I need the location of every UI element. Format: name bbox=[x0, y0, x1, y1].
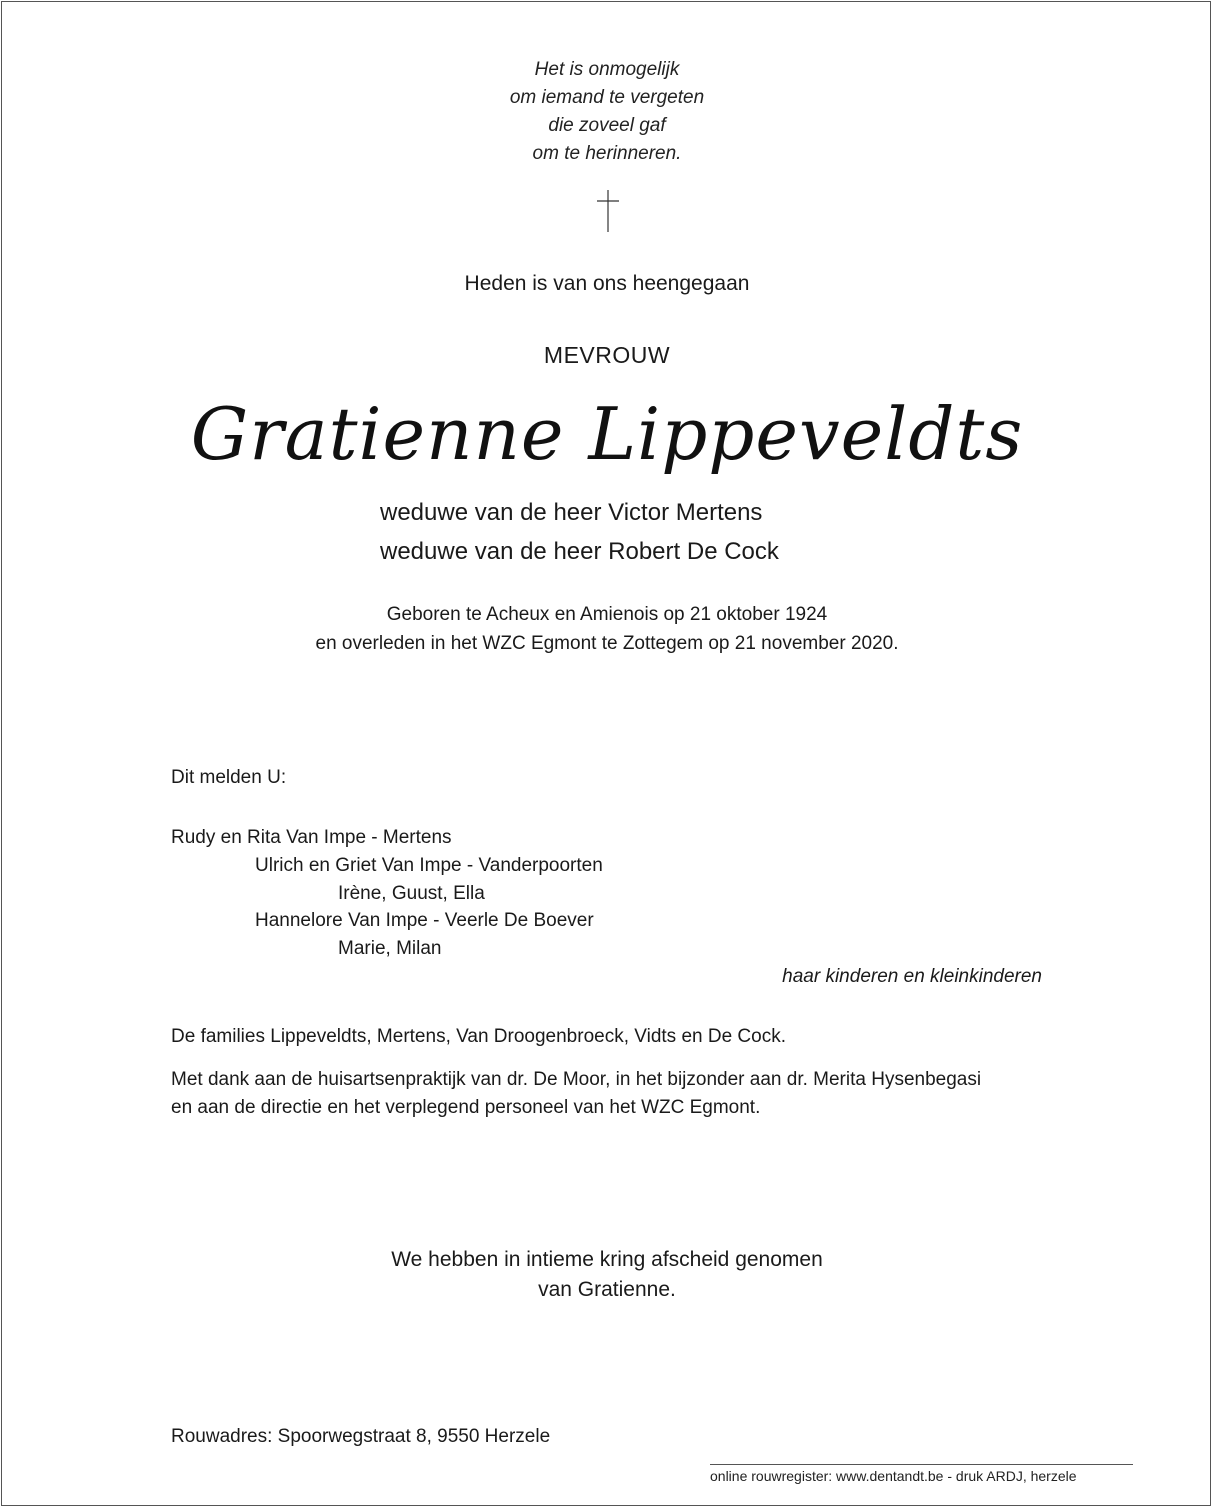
birth-death-info bbox=[0, 600, 1214, 658]
family-member: Hannelore Van Impe - Veerle De Boever bbox=[255, 910, 594, 931]
footer-divider bbox=[710, 1464, 1133, 1465]
deceased-name: Gratienne Lippeveldts bbox=[190, 392, 1024, 476]
footer-credits: online rouwregister: www.dentandt.be - druk ARDJ, herzele bbox=[710, 1468, 1077, 1484]
farewell-text bbox=[0, 1245, 1214, 1305]
death-line: en overleden in het WZC Egmont te Zottegem op 21 november 2020. bbox=[315, 633, 899, 654]
poem bbox=[0, 56, 1214, 168]
family-member: Irène, Guust, Ella bbox=[338, 883, 485, 904]
family-member: Rudy en Rita Van Impe - Mertens bbox=[171, 827, 452, 848]
widow-line: weduwe van de heer Robert De Cock bbox=[380, 538, 779, 565]
thanks-line: en aan de directie en het verplegend personeel van het WZC Egmont. bbox=[171, 1097, 761, 1118]
announcement-text: Dit melden U: bbox=[171, 767, 287, 788]
widow-line: weduwe van de heer Victor Mertens bbox=[380, 499, 763, 526]
poem-line: om iemand te vergeten bbox=[509, 87, 705, 108]
family-member: Ulrich en Griet Van Impe - Vanderpoorten bbox=[255, 855, 603, 876]
relation-text: haar kinderen en kleinkinderen bbox=[782, 966, 1042, 987]
poem-line: om te herinneren. bbox=[532, 143, 682, 164]
intro-text: Heden is van ons heengegaan bbox=[464, 272, 750, 295]
family-member: Marie, Milan bbox=[338, 938, 442, 959]
poem-line: Het is onmogelijk bbox=[534, 59, 680, 80]
poem-line: die zoveel gaf bbox=[548, 115, 666, 136]
cross-icon bbox=[596, 190, 620, 232]
thanks-line: Met dank aan de huisartsenpraktijk van dr. De Moor, in het bijzonder aan dr. Merita Hysenbegasi bbox=[171, 1069, 982, 1090]
families-line: De families Lippeveldts, Mertens, Van Droogenbroeck, Vidts en De Cock. bbox=[171, 1026, 786, 1047]
title-text: MEVROUW bbox=[543, 342, 671, 368]
mourning-address: Rouwadres: Spoorwegstraat 8, 9550 Herzele bbox=[171, 1426, 551, 1447]
birth-line: Geboren te Acheux en Amienois op 21 oktober 1924 bbox=[386, 604, 828, 625]
farewell-line: We hebben in intieme kring afscheid genomen bbox=[391, 1248, 823, 1271]
farewell-line: van Gratienne. bbox=[538, 1278, 676, 1301]
thanks-text bbox=[171, 1066, 981, 1122]
